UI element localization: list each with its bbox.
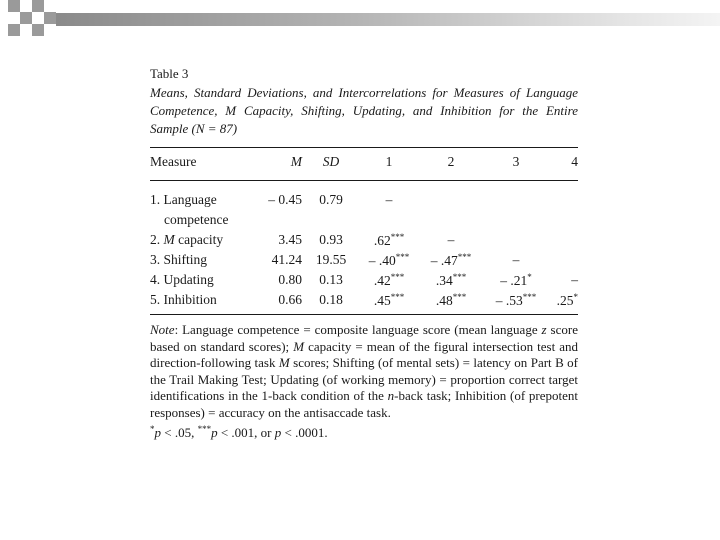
decorative-header-bar	[56, 13, 720, 26]
row-measure-continued: competence	[164, 212, 229, 227]
header-measure: Measure	[150, 154, 197, 169]
data-table-body	[150, 181, 578, 310]
row-corr-1: .62***	[373, 231, 405, 248]
header-row	[150, 148, 578, 176]
row-corr-2: –	[447, 232, 455, 247]
header-sd: SD	[322, 154, 340, 169]
row-sd: 0.93	[319, 232, 343, 247]
row-corr-1: – .40***	[368, 251, 410, 268]
row-sd: 0.79	[319, 192, 343, 207]
row-sd: 0.13	[319, 272, 343, 287]
note-label: Note	[150, 322, 175, 337]
row-corr-4: –	[571, 272, 578, 287]
data-table	[150, 148, 578, 176]
row-measure: 4. Updating	[150, 272, 214, 287]
row-measure: 2. M capacity	[150, 232, 224, 247]
decorative-checker-pattern	[0, 0, 56, 44]
table-row	[150, 181, 578, 210]
row-mean: 41.24	[271, 252, 302, 267]
row-corr-3: – .53***	[495, 291, 537, 308]
header-col-3: 3	[512, 154, 520, 169]
row-corr-2: .34***	[435, 271, 467, 288]
header-col-2: 2	[447, 154, 455, 169]
row-sd: 0.18	[319, 292, 343, 307]
row-corr-1: .42***	[373, 271, 405, 288]
row-sd: 19.55	[315, 252, 347, 267]
row-mean: – 0.45	[268, 192, 302, 207]
row-mean: 0.66	[278, 292, 302, 307]
bottom-rule	[150, 314, 578, 315]
row-mean: 0.80	[278, 272, 302, 287]
row-corr-3: –	[512, 252, 520, 267]
table-row	[150, 290, 578, 310]
row-corr-1: .45***	[373, 291, 405, 308]
row-measure: 3. Shifting	[150, 252, 208, 267]
header-mean: M	[290, 154, 302, 169]
table-note: Note: Language competence = composite language score (mean language z score based on standard scores); M capacity = mean of the figural intersection test and direction-following task M scores; Shifting (of mental sets) = latency on Part B of the Trail Making Test; Updating (of working memory) = proportion correct target identifications in the 1-back condition of the n-back task; Inhibition (of prepotent responses) = accuracy on the antisaccade task. *p < .05, ***p < .001, or p < .0001.	[150, 322, 578, 440]
table-document	[150, 66, 578, 442]
table-row	[150, 210, 578, 230]
table-row	[150, 250, 578, 270]
row-measure: 5. Inhibition	[150, 292, 217, 307]
table-label: Table 3	[150, 66, 189, 81]
table-row	[150, 270, 578, 290]
row-corr-2: .48***	[435, 291, 467, 308]
header-col-4: 4	[571, 154, 578, 169]
row-corr-1: –	[385, 192, 393, 207]
row-corr-4: .25*	[556, 291, 578, 308]
header-col-1: 1	[385, 154, 393, 169]
table-row	[150, 230, 578, 250]
row-measure: 1. Language	[150, 192, 217, 207]
row-corr-3: – .21*	[500, 271, 532, 288]
row-mean: 3.45	[278, 232, 302, 247]
row-corr-2: – .47***	[430, 251, 472, 268]
table-caption: Means, Standard Deviations, and Intercorrelations for Measures of Language Competence, M Capacity, Shifting, Updating, and Inhibition for the Entire Sample (N = 87)	[150, 85, 578, 136]
